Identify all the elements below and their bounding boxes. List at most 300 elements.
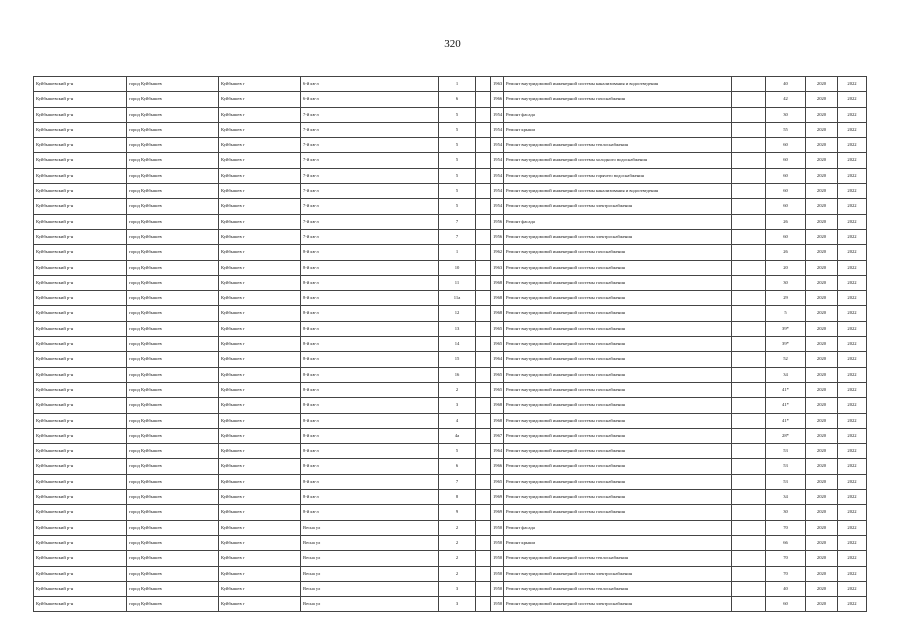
district-cell: Куйбышевский р-н (34, 490, 127, 505)
blank-cell (732, 275, 766, 290)
table-row (34, 260, 867, 275)
blank-cell (732, 92, 766, 107)
building-cell (476, 382, 491, 397)
blank-cell (732, 291, 766, 306)
capital-repair-table (33, 76, 867, 612)
house-cell: 9 (439, 505, 476, 520)
blank-cell (732, 520, 766, 535)
house-cell: 8 (439, 490, 476, 505)
year-cell: 1966 (491, 92, 504, 107)
blank-cell (732, 459, 766, 474)
wear-cell: 60 (766, 199, 806, 214)
district-cell: Куйбышевский р-н (34, 291, 127, 306)
end-year-cell: 2022 (838, 398, 867, 413)
wear-cell: 70 (766, 520, 806, 535)
start-year-cell: 2020 (806, 184, 838, 199)
locality-cell: Куйбышев г (219, 275, 301, 290)
start-year-cell: 2020 (806, 352, 838, 367)
district-cell: Куйбышевский р-н (34, 122, 127, 137)
street-cell: 6-й кв-л (301, 92, 439, 107)
district-cell: Куйбышевский р-н (34, 505, 127, 520)
street-cell: Весна ул (301, 566, 439, 581)
city-cell: город Куйбышев (127, 398, 219, 413)
city-cell: город Куйбышев (127, 444, 219, 459)
blank-cell (732, 321, 766, 336)
street-cell: 8-й кв-л (301, 490, 439, 505)
end-year-cell: 2022 (838, 520, 867, 535)
wear-cell: 42 (766, 92, 806, 107)
work-type-cell: Ремонт внутридомовой инженерной системы электроснабжения (504, 566, 732, 581)
district-cell: Куйбышевский р-н (34, 168, 127, 183)
building-cell (476, 291, 491, 306)
district-cell: Куйбышевский р-н (34, 474, 127, 489)
city-cell: город Куйбышев (127, 153, 219, 168)
year-cell: 1954 (491, 107, 504, 122)
end-year-cell: 2022 (838, 138, 867, 153)
end-year-cell: 2022 (838, 382, 867, 397)
blank-cell (732, 352, 766, 367)
building-cell (476, 306, 491, 321)
end-year-cell: 2022 (838, 214, 867, 229)
locality-cell: Куйбышев г (219, 321, 301, 336)
blank-cell (732, 77, 766, 92)
work-type-cell: Ремонт внутридомовой инженерной системы теплоснабжения (504, 551, 732, 566)
house-cell: 5 (439, 138, 476, 153)
building-cell (476, 413, 491, 428)
house-cell: 11 (439, 275, 476, 290)
house-cell: 5 (439, 444, 476, 459)
blank-cell (732, 245, 766, 260)
table-row (34, 459, 867, 474)
wear-cell: 41* (766, 382, 806, 397)
end-year-cell: 2022 (838, 352, 867, 367)
blank-cell (732, 260, 766, 275)
building-cell (476, 597, 491, 612)
table-row (34, 92, 867, 107)
year-cell: 1965 (491, 367, 504, 382)
house-cell: 3 (439, 398, 476, 413)
start-year-cell: 2020 (806, 291, 838, 306)
building-cell (476, 153, 491, 168)
locality-cell: Куйбышев г (219, 337, 301, 352)
locality-cell: Куйбышев г (219, 77, 301, 92)
district-cell: Куйбышевский р-н (34, 566, 127, 581)
house-cell: 5 (439, 153, 476, 168)
wear-cell: 40 (766, 77, 806, 92)
house-cell: 5 (439, 122, 476, 137)
locality-cell: Куйбышев г (219, 444, 301, 459)
work-type-cell: Ремонт внутридомовой инженерной системы газоснабжения (504, 367, 732, 382)
street-cell: 8-й кв-л (301, 428, 439, 443)
city-cell: город Куйбышев (127, 490, 219, 505)
blank-cell (732, 551, 766, 566)
building-cell (476, 505, 491, 520)
end-year-cell: 2022 (838, 122, 867, 137)
end-year-cell: 2022 (838, 474, 867, 489)
wear-cell: 29 (766, 291, 806, 306)
work-type-cell: Ремонт внутридомовой инженерной системы газоснабжения (504, 474, 732, 489)
start-year-cell: 2020 (806, 92, 838, 107)
start-year-cell: 2020 (806, 428, 838, 443)
building-cell (476, 398, 491, 413)
table-row (34, 275, 867, 290)
house-cell: 2 (439, 566, 476, 581)
street-cell: Весна ул (301, 551, 439, 566)
table-row (34, 551, 867, 566)
table-row (34, 214, 867, 229)
start-year-cell: 2020 (806, 459, 838, 474)
house-cell: 5 (439, 168, 476, 183)
city-cell: город Куйбышев (127, 413, 219, 428)
year-cell: 1950 (491, 520, 504, 535)
street-cell: 8-й кв-л (301, 337, 439, 352)
house-cell: 6 (439, 459, 476, 474)
locality-cell: Куйбышев г (219, 551, 301, 566)
work-type-cell: Ремонт фасада (504, 520, 732, 535)
wear-cell: 39* (766, 337, 806, 352)
city-cell: город Куйбышев (127, 245, 219, 260)
start-year-cell: 2020 (806, 444, 838, 459)
city-cell: город Куйбышев (127, 138, 219, 153)
wear-cell: 39* (766, 321, 806, 336)
table-row (34, 77, 867, 92)
year-cell: 1965 (491, 474, 504, 489)
street-cell: 7-й кв-л (301, 122, 439, 137)
house-cell: 5 (439, 107, 476, 122)
building-cell (476, 168, 491, 183)
blank-cell (732, 474, 766, 489)
table-row (34, 398, 867, 413)
end-year-cell: 2022 (838, 551, 867, 566)
year-cell: 1950 (491, 535, 504, 550)
street-cell: Весна ул (301, 535, 439, 550)
street-cell: 7-й кв-л (301, 168, 439, 183)
locality-cell: Куйбышев г (219, 566, 301, 581)
table-row (34, 153, 867, 168)
city-cell: город Куйбышев (127, 122, 219, 137)
house-cell: 2 (439, 382, 476, 397)
street-cell: 6-й кв-л (301, 77, 439, 92)
locality-cell: Куйбышев г (219, 398, 301, 413)
building-cell (476, 337, 491, 352)
locality-cell: Куйбышев г (219, 520, 301, 535)
year-cell: 1950 (491, 551, 504, 566)
year-cell: 1963 (491, 260, 504, 275)
work-type-cell: Ремонт внутридомовой инженерной системы электроснабжения (504, 199, 732, 214)
wear-cell: 53 (766, 474, 806, 489)
locality-cell: Куйбышев г (219, 122, 301, 137)
end-year-cell: 2022 (838, 168, 867, 183)
table-row (34, 597, 867, 612)
work-type-cell: Ремонт внутридомовой инженерной системы газоснабжения (504, 260, 732, 275)
end-year-cell: 2022 (838, 245, 867, 260)
end-year-cell: 2022 (838, 597, 867, 612)
city-cell: город Куйбышев (127, 260, 219, 275)
city-cell: город Куйбышев (127, 306, 219, 321)
locality-cell: Куйбышев г (219, 535, 301, 550)
street-cell: 8-й кв-л (301, 306, 439, 321)
street-cell: 8-й кв-л (301, 459, 439, 474)
building-cell (476, 490, 491, 505)
city-cell: город Куйбышев (127, 214, 219, 229)
work-type-cell: Ремонт внутридомовой инженерной системы газоснабжения (504, 398, 732, 413)
wear-cell: 26 (766, 245, 806, 260)
locality-cell: Куйбышев г (219, 597, 301, 612)
end-year-cell: 2022 (838, 367, 867, 382)
district-cell: Куйбышевский р-н (34, 535, 127, 550)
house-cell: 12 (439, 306, 476, 321)
table-row (34, 168, 867, 183)
street-cell: 7-й кв-л (301, 107, 439, 122)
work-type-cell: Ремонт внутридомовой инженерной системы газоснабжения (504, 505, 732, 520)
house-cell: 5 (439, 199, 476, 214)
table-row (34, 138, 867, 153)
street-cell: 7-й кв-л (301, 214, 439, 229)
work-type-cell: Ремонт внутридомовой инженерной системы газоснабжения (504, 92, 732, 107)
locality-cell: Куйбышев г (219, 428, 301, 443)
city-cell: город Куйбышев (127, 291, 219, 306)
year-cell: 1968 (491, 413, 504, 428)
work-type-cell: Ремонт внутридомовой инженерной системы газоснабжения (504, 245, 732, 260)
district-cell: Куйбышевский р-н (34, 337, 127, 352)
wear-cell: 41* (766, 413, 806, 428)
year-cell: 1968 (491, 275, 504, 290)
start-year-cell: 2020 (806, 566, 838, 581)
work-type-cell: Ремонт внутридомовой инженерной системы электроснабжения (504, 229, 732, 244)
wear-cell: 26 (766, 214, 806, 229)
work-type-cell: Ремонт внутридомовой инженерной системы газоснабжения (504, 459, 732, 474)
house-cell: 3 (439, 597, 476, 612)
end-year-cell: 2022 (838, 413, 867, 428)
wear-cell: 40 (766, 581, 806, 596)
table-row (34, 428, 867, 443)
year-cell: 1964 (491, 444, 504, 459)
start-year-cell: 2020 (806, 597, 838, 612)
locality-cell: Куйбышев г (219, 367, 301, 382)
table-row (34, 199, 867, 214)
start-year-cell: 2020 (806, 168, 838, 183)
year-cell: 1969 (491, 490, 504, 505)
street-cell: Весна ул (301, 520, 439, 535)
work-type-cell: Ремонт внутридомовой инженерной системы горячего водоснабжения (504, 168, 732, 183)
city-cell: город Куйбышев (127, 77, 219, 92)
work-type-cell: Ремонт фасада (504, 214, 732, 229)
city-cell: город Куйбышев (127, 107, 219, 122)
work-type-cell: Ремонт внутридомовой инженерной системы канализования и водоотведения (504, 77, 732, 92)
wear-cell: 53 (766, 459, 806, 474)
blank-cell (732, 153, 766, 168)
building-cell (476, 321, 491, 336)
city-cell: город Куйбышев (127, 566, 219, 581)
street-cell: 8-й кв-л (301, 413, 439, 428)
year-cell: 1966 (491, 459, 504, 474)
building-cell (476, 428, 491, 443)
city-cell: город Куйбышев (127, 581, 219, 596)
building-cell (476, 275, 491, 290)
house-cell: 7 (439, 229, 476, 244)
district-cell: Куйбышевский р-н (34, 551, 127, 566)
district-cell: Куйбышевский р-н (34, 321, 127, 336)
district-cell: Куйбышевский р-н (34, 459, 127, 474)
start-year-cell: 2020 (806, 535, 838, 550)
start-year-cell: 2020 (806, 490, 838, 505)
work-type-cell: Ремонт внутридомовой инженерной системы электроснабжения (504, 597, 732, 612)
house-cell: 7 (439, 214, 476, 229)
street-cell: Весна ул (301, 581, 439, 596)
blank-cell (732, 535, 766, 550)
locality-cell: Куйбышев г (219, 291, 301, 306)
street-cell: 7-й кв-л (301, 138, 439, 153)
building-cell (476, 474, 491, 489)
building-cell (476, 520, 491, 535)
street-cell: 8-й кв-л (301, 245, 439, 260)
blank-cell (732, 581, 766, 596)
district-cell: Куйбышевский р-н (34, 581, 127, 596)
start-year-cell: 2020 (806, 153, 838, 168)
district-cell: Куйбышевский р-н (34, 306, 127, 321)
end-year-cell: 2022 (838, 199, 867, 214)
end-year-cell: 2022 (838, 505, 867, 520)
year-cell: 1965 (491, 321, 504, 336)
table-row (34, 535, 867, 550)
locality-cell: Куйбышев г (219, 92, 301, 107)
city-cell: город Куйбышев (127, 428, 219, 443)
locality-cell: Куйбышев г (219, 352, 301, 367)
blank-cell (732, 490, 766, 505)
house-cell: 2 (439, 520, 476, 535)
table-row (34, 229, 867, 244)
start-year-cell: 2020 (806, 214, 838, 229)
table-row (34, 505, 867, 520)
work-type-cell: Ремонт внутридомовой инженерной системы газоснабжения (504, 275, 732, 290)
blank-cell (732, 107, 766, 122)
city-cell: город Куйбышев (127, 382, 219, 397)
end-year-cell: 2022 (838, 566, 867, 581)
wear-cell: 52 (766, 352, 806, 367)
work-type-cell: Ремонт внутридомовой инженерной системы газоснабжения (504, 413, 732, 428)
table-row (34, 321, 867, 336)
city-cell: город Куйбышев (127, 505, 219, 520)
building-cell (476, 444, 491, 459)
blank-cell (732, 367, 766, 382)
street-cell: 8-й кв-л (301, 367, 439, 382)
start-year-cell: 2020 (806, 321, 838, 336)
district-cell: Куйбышевский р-н (34, 275, 127, 290)
work-type-cell: Ремонт внутридомовой инженерной системы газоснабжения (504, 306, 732, 321)
locality-cell: Куйбышев г (219, 382, 301, 397)
blank-cell (732, 505, 766, 520)
wear-cell: 34 (766, 490, 806, 505)
table-row (34, 382, 867, 397)
district-cell: Куйбышевский р-н (34, 214, 127, 229)
locality-cell: Куйбышев г (219, 138, 301, 153)
year-cell: 1968 (491, 398, 504, 413)
city-cell: город Куйбышев (127, 367, 219, 382)
year-cell: 1965 (491, 382, 504, 397)
district-cell: Куйбышевский р-н (34, 245, 127, 260)
wear-cell: 30 (766, 107, 806, 122)
building-cell (476, 184, 491, 199)
building-cell (476, 107, 491, 122)
house-cell: 13 (439, 321, 476, 336)
wear-cell: 30 (766, 505, 806, 520)
street-cell: 8-й кв-л (301, 291, 439, 306)
year-cell: 1963 (491, 77, 504, 92)
district-cell: Куйбышевский р-н (34, 153, 127, 168)
district-cell: Куйбышевский р-н (34, 444, 127, 459)
blank-cell (732, 413, 766, 428)
building-cell (476, 245, 491, 260)
blank-cell (732, 597, 766, 612)
city-cell: город Куйбышев (127, 199, 219, 214)
building-cell (476, 535, 491, 550)
district-cell: Куйбышевский р-н (34, 367, 127, 382)
building-cell (476, 551, 491, 566)
street-cell: 8-й кв-л (301, 275, 439, 290)
end-year-cell: 2022 (838, 428, 867, 443)
locality-cell: Куйбышев г (219, 581, 301, 596)
work-type-cell: Ремонт внутридомовой инженерной системы газоснабжения (504, 428, 732, 443)
end-year-cell: 2022 (838, 535, 867, 550)
blank-cell (732, 122, 766, 137)
building-cell (476, 214, 491, 229)
city-cell: город Куйбышев (127, 184, 219, 199)
district-cell: Куйбышевский р-н (34, 597, 127, 612)
wear-cell: 60 (766, 597, 806, 612)
house-cell: 6 (439, 92, 476, 107)
start-year-cell: 2020 (806, 77, 838, 92)
building-cell (476, 367, 491, 382)
page-number: 320 (444, 38, 461, 50)
district-cell: Куйбышевский р-н (34, 520, 127, 535)
district-cell: Куйбышевский р-н (34, 92, 127, 107)
wear-cell: 20 (766, 260, 806, 275)
blank-cell (732, 382, 766, 397)
end-year-cell: 2022 (838, 260, 867, 275)
work-type-cell: Ремонт фасада (504, 107, 732, 122)
house-cell: 3 (439, 581, 476, 596)
start-year-cell: 2020 (806, 199, 838, 214)
year-cell: 1950 (491, 581, 504, 596)
work-type-cell: Ремонт внутридомовой инженерной системы газоснабжения (504, 444, 732, 459)
blank-cell (732, 306, 766, 321)
house-cell: 5 (439, 184, 476, 199)
wear-cell: 28* (766, 428, 806, 443)
start-year-cell: 2020 (806, 229, 838, 244)
table-row (34, 352, 867, 367)
year-cell: 1954 (491, 168, 504, 183)
wear-cell: 70 (766, 566, 806, 581)
table-row (34, 337, 867, 352)
building-cell (476, 566, 491, 581)
work-type-cell: Ремонт внутридомовой инженерной системы газоснабжения (504, 291, 732, 306)
city-cell: город Куйбышев (127, 92, 219, 107)
house-cell: 7 (439, 474, 476, 489)
locality-cell: Куйбышев г (219, 153, 301, 168)
table-row (34, 122, 867, 137)
wear-cell: 60 (766, 184, 806, 199)
start-year-cell: 2020 (806, 275, 838, 290)
start-year-cell: 2020 (806, 413, 838, 428)
work-type-cell: Ремонт внутридомовой инженерной системы газоснабжения (504, 382, 732, 397)
house-cell: 4а (439, 428, 476, 443)
street-cell: 7-й кв-л (301, 153, 439, 168)
start-year-cell: 2020 (806, 367, 838, 382)
building-cell (476, 199, 491, 214)
building-cell (476, 260, 491, 275)
city-cell: город Куйбышев (127, 352, 219, 367)
district-cell: Куйбышевский р-н (34, 382, 127, 397)
